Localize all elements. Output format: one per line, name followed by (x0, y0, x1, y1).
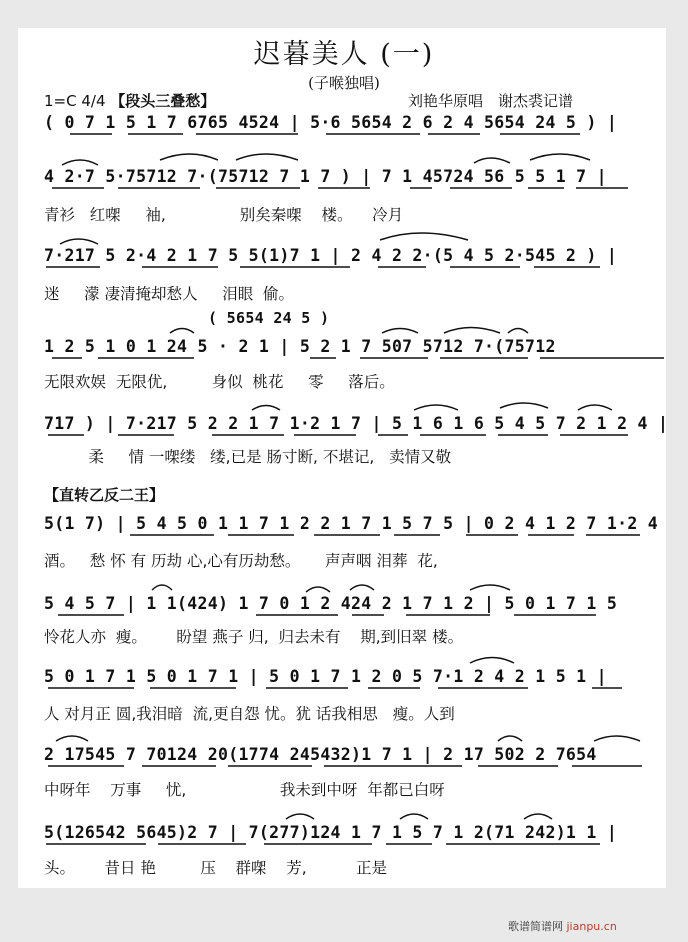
key-signature (44, 90, 215, 111)
lyric-row: 柔 情 一㗎缕 缕,已是 肠寸断, 不堪记, 卖情又敬 (44, 448, 452, 466)
lyric-row: 怜花人亦 瘦。 盼望 燕子 归, 归去未有 期,到旧翠 楼。 (44, 628, 464, 646)
lyric-row: 酒。 愁 怀 有 历劫 心,心有历劫愁。 声声咽 泪葬 花, (44, 552, 438, 570)
credits: 刘艳华原唱 谢杰裘记谱 (408, 92, 574, 110)
section-label-transition: 【直转乙反二王】 (44, 486, 165, 504)
lyric-row: 头。 昔日 艳 压 群㗎 芳, 正是 (44, 859, 387, 877)
lyric-row: 人 对月正 圆,我泪暗 流,更自怨 忧。犹 话我相思 瘦。人到 (44, 705, 455, 723)
notation-row: 717 ) | 7·217 5 2 2 1 7 1·2 1 7 | 5 1 6 1 6 5 4 5 7 2 1 2 4 | (44, 414, 669, 433)
song-subtitle: (子喉独唱) (308, 74, 380, 92)
watermark (508, 918, 617, 934)
notation-row: 5 0 1 7 1 5 0 1 7 1 | 5 0 1 7 1 2 0 5 7·1 2 4 2 1 5 1 | (44, 667, 607, 686)
lyric-row: 迷 濛 凄清掩却愁人 泪眼 偷。 (44, 285, 295, 303)
section-label-opening: 【段头三叠愁】 (110, 92, 216, 110)
notation-row: 4 2·7 5·75712 7·(75712 7 1 7 ) | 7 1 45724 56 5 5 1 7 | (44, 167, 607, 186)
notation-row: 7·217 5 2·4 2 1 7 5 5(1)7 1 | 2 4 2 2·(5 4 5 2·545 2 ) | (44, 246, 618, 265)
lyric-row: 中呀年 万事 忧, 我未到中呀 年都已白呀 (44, 781, 445, 799)
notation-row: 5 4 5 7 | 1 1(424) 1 7 0 1 2 424 2 1 7 1 2 | 5 0 1 7 1 5 (44, 594, 618, 613)
watermark-text: 歌谱简谱网 (508, 920, 563, 933)
notation-row: 5(1 7) | 5 4 5 0 1 1 7 1 2 2 1 7 1 5 7 5 | 0 2 4 1 2 7 1·2 4 (44, 514, 659, 533)
lyric-row: 无限欢娱 无限优, 身似 桃花 零 落后。 (44, 373, 395, 391)
lyric-row: 青衫 红㗎 袖, 别矣秦㗎 楼。 冷月 (44, 206, 404, 224)
notation-row-insert: ( 5654 24 5 ) (208, 309, 330, 327)
song-title: 迟暮美人 (一) (253, 39, 435, 70)
watermark-host: jianpu.cn (566, 920, 617, 933)
notation-row: 5(126542 5645)2 7 | 7(277)124 1 7 1 5 7 1 2(71 242)1 1 | (44, 823, 618, 842)
notation-row: 1 2 5 1 0 1 24 5 · 2 1 | 5 2 1 7 507 5712 7·(75712 (44, 337, 556, 356)
key-signature-text: 1=C 4/4 (44, 92, 106, 110)
notation-row: 2 17545 7 70124 20(1774 245432)1 7 1 | 2 17 502 2 7654 (44, 745, 597, 764)
notation-row: ( 0 7 1 5 1 7 6765 4524 | 5·6 5654 2 6 2 4 5654 24 5 ) | (44, 113, 618, 132)
